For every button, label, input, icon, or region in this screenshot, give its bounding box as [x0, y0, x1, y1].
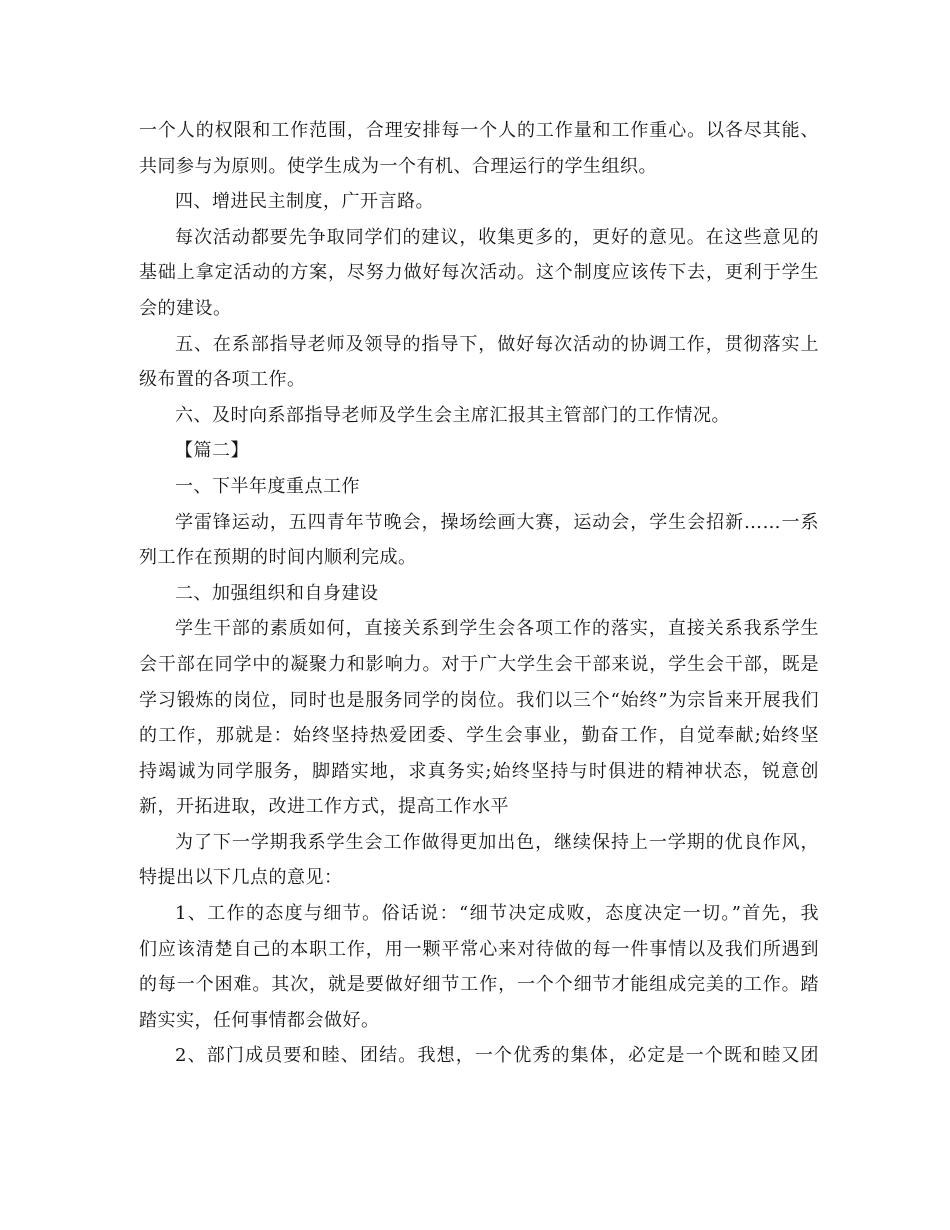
text-line: 五、在系部指导老师及领导的指导下，做好每次活动的协调工作，贯彻落实上 [175, 333, 819, 355]
text-line: 六、及时向系部指导老师及学生会主席汇报其主管部门的工作情况。 [175, 404, 730, 426]
text-line: 持竭诚为同学服务，脚踏实地，求真务实;始终坚持与时俱进的精神状态，锐意创 [139, 760, 819, 782]
text-line: 们应该清楚自己的本职工作，用一颗平常心来对待做的每一件事情以及我们所遇到 [139, 938, 819, 960]
text-line: 会干部在同学中的凝聚力和影响力。对于广大学生会干部来说，学生会干部，既是 [139, 653, 819, 675]
text-line: 踏实实，任何事情都会做好。 [139, 1009, 380, 1031]
text-line: 学习锻炼的岗位，同时也是服务同学的岗位。我们以三个“始终”为宗旨来开展我们 [139, 689, 819, 711]
text-line: 学生干部的素质如何，直接关系到学生会各项工作的落实，直接关系我系学生 [175, 618, 819, 640]
text-line: 共同参与为原则。使学生成为一个有机、合理运行的学生组织。 [139, 155, 657, 177]
text-line: 学雷锋运动，五四青年节晚会，操场绘画大赛，运动会，学生会招新……一系 [175, 511, 819, 533]
section-heading: 一、下半年度重点工作 [175, 475, 360, 497]
text-line: 每次活动都要先争取同学们的建议，收集更多的，更好的意见。在这些意见的 [175, 226, 819, 248]
text-line: 列工作在预期的时间内顺利完成。 [139, 547, 417, 569]
section-heading: 二、加强组织和自身建设 [175, 582, 379, 604]
text-line: 为了下一学期我系学生会工作做得更加出色，继续保持上一学期的优良作风， [175, 831, 819, 853]
text-line: 特提出以下几点的意见： [139, 867, 343, 889]
document-body [139, 113, 819, 1074]
text-line: 级布置的各项工作。 [139, 369, 306, 391]
text-line: 的工作，那就是：始终坚持热爱团委、学生会事业，勤奋工作，自觉奉献;始终坚 [139, 725, 819, 747]
text-line: 1、工作的态度与细节。俗话说：“细节决定成败，态度决定一切。”首先，我 [175, 903, 819, 925]
section-heading: 四、增进民主制度，广开言路。 [175, 191, 434, 213]
text-line: 新，开拓进取，改进工作方式，提高工作水平 [139, 796, 509, 818]
part-heading: 【篇二】 [175, 440, 249, 462]
text-line: 会的建设。 [139, 297, 232, 319]
text-line: 2、部门成员要和睦、团结。我想，一个优秀的集体，必定是一个既和睦又团 [175, 1045, 819, 1067]
text-line: 一个人的权限和工作范围，合理安排每一个人的工作量和工作重心。以各尽其能、 [139, 120, 819, 141]
text-line: 的每一个困难。其次，就是要做好细节工作，一个个细节才能组成完美的工作。踏 [139, 974, 819, 996]
text-line: 基础上拿定活动的方案，尽努力做好每次活动。这个制度应该传下去，更利于学生 [139, 262, 819, 284]
